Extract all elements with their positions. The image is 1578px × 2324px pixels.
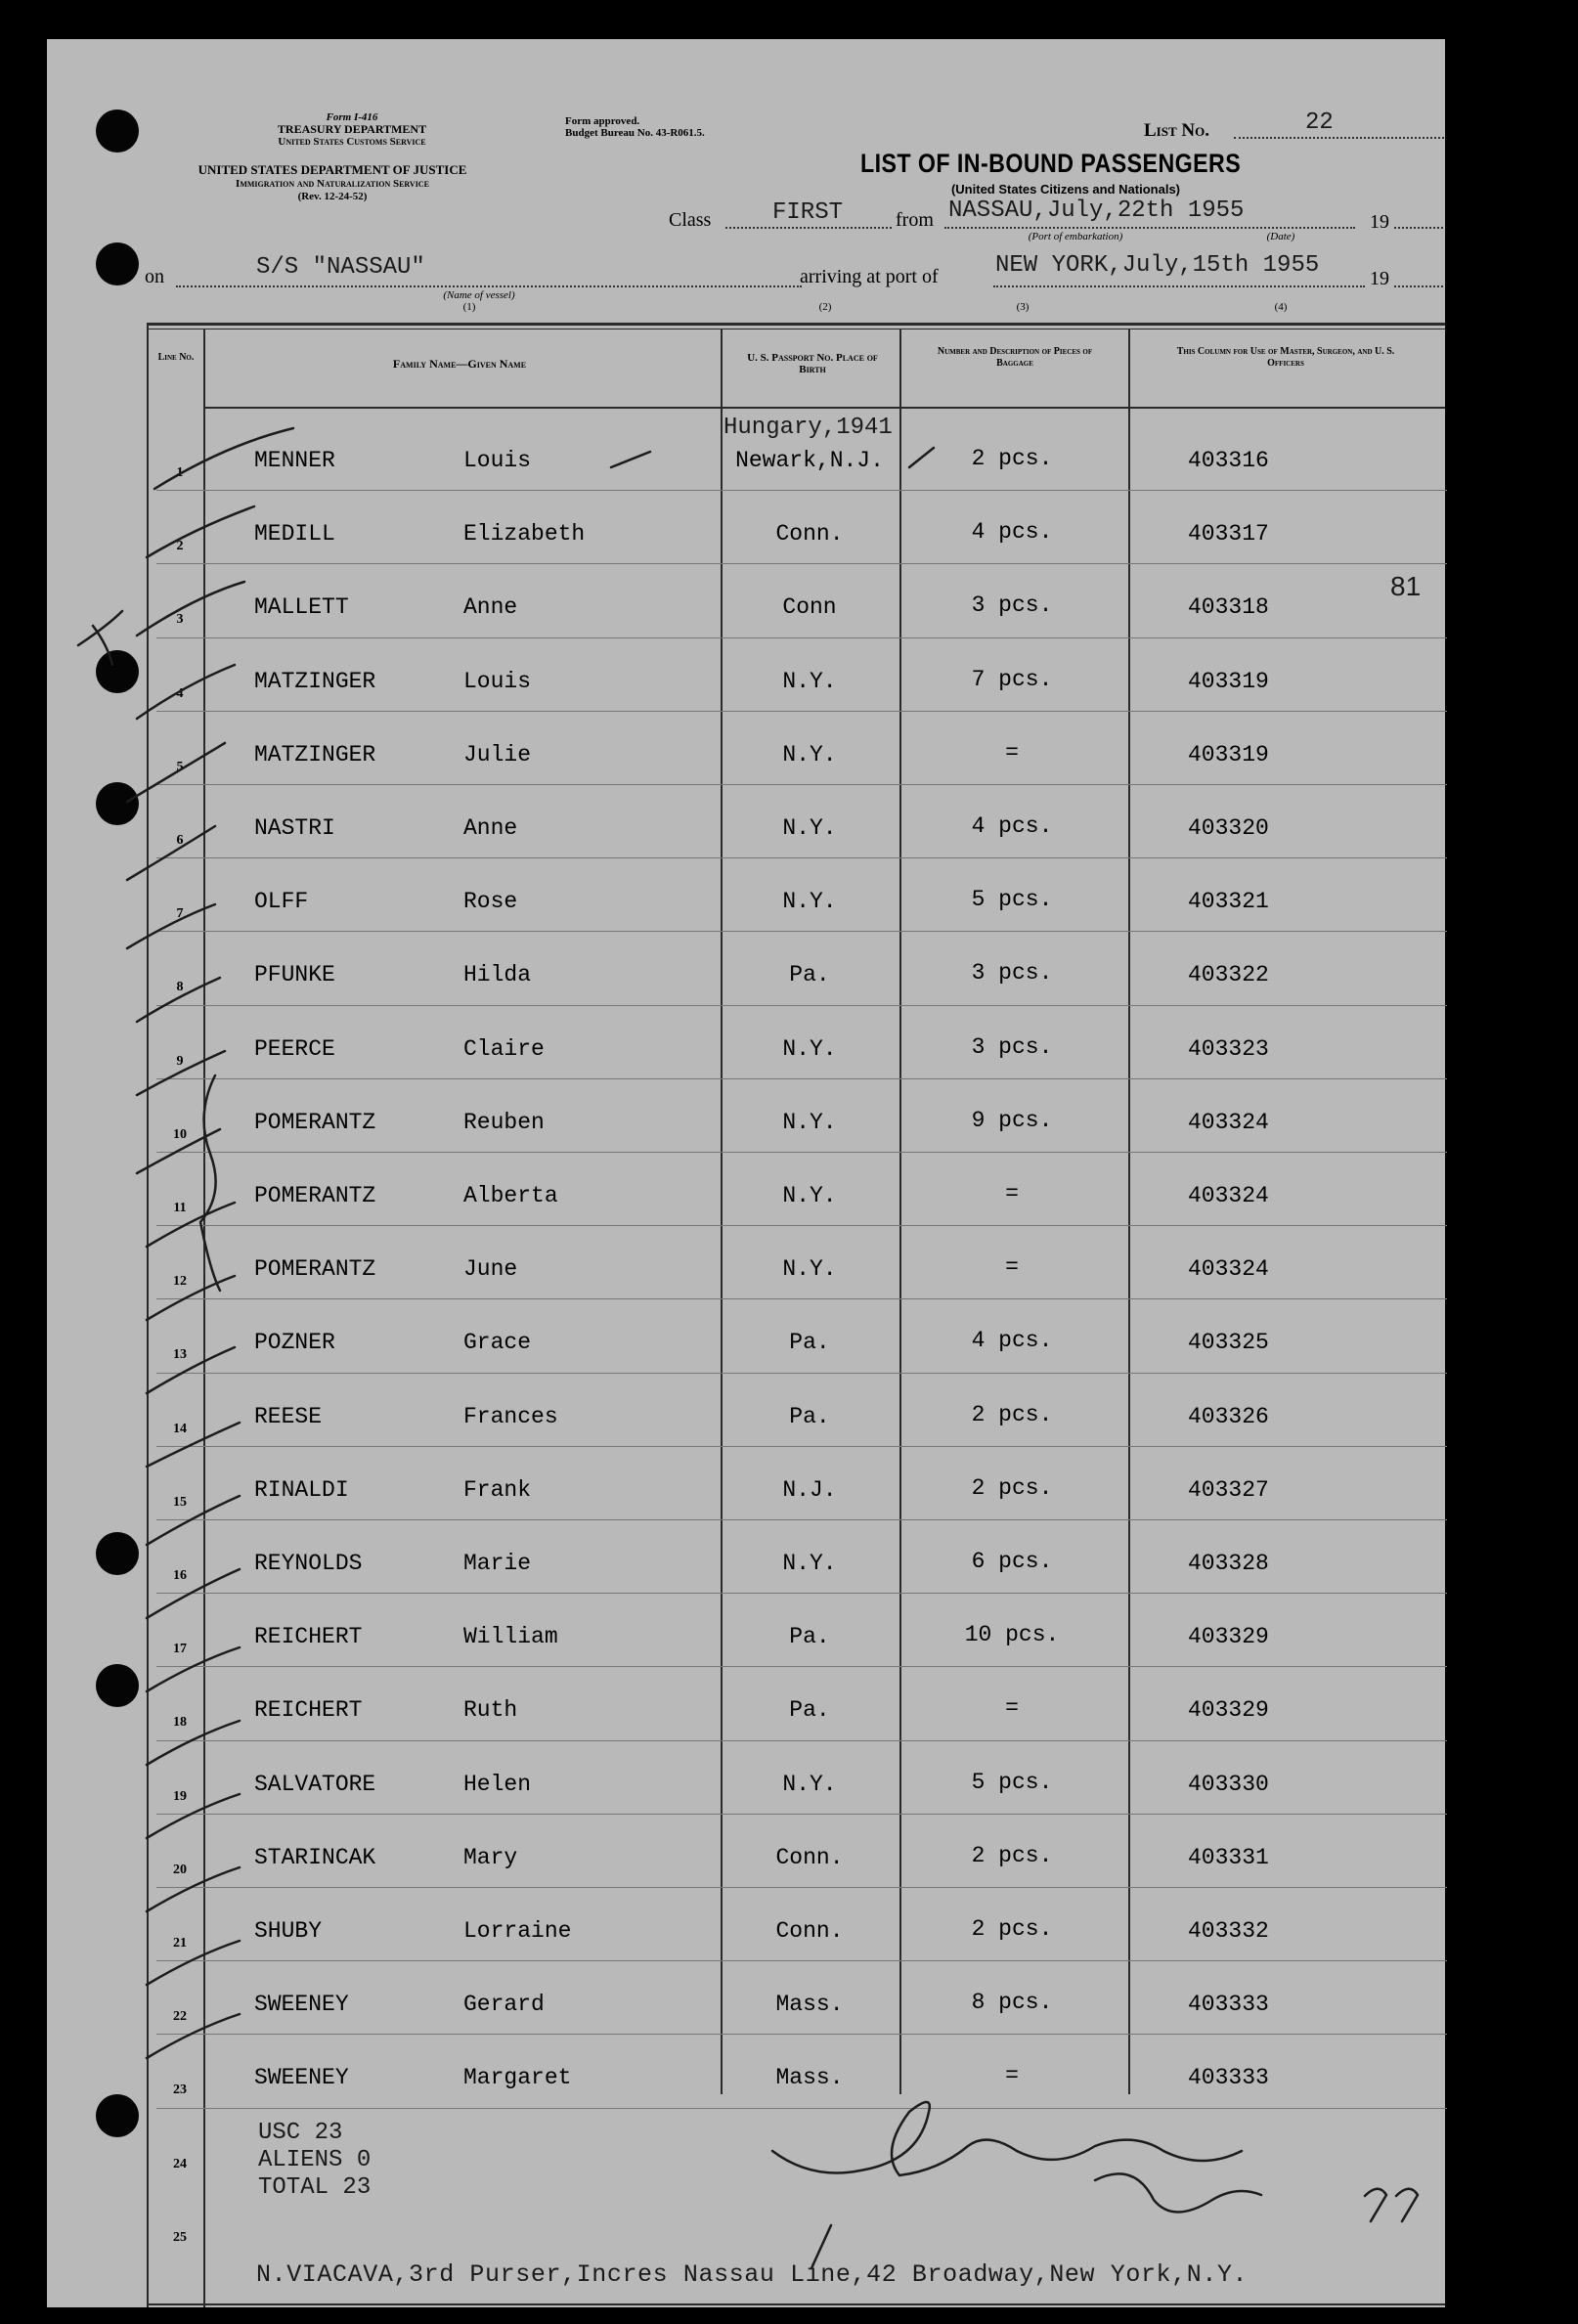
line-number: 18 xyxy=(173,1715,187,1731)
family-name: REICHERT xyxy=(254,1624,363,1650)
officer-number: 403328 xyxy=(1188,1551,1269,1576)
place-of-birth: N.Y. xyxy=(782,815,837,841)
check-mark xyxy=(127,826,215,880)
officer-number: 403330 xyxy=(1188,1771,1269,1797)
check-mark xyxy=(147,1496,240,1545)
given-name: William xyxy=(463,1624,558,1650)
family-name: REESE xyxy=(254,1403,323,1429)
given-name: Margaret xyxy=(463,2065,572,2091)
check-mark xyxy=(137,978,220,1022)
line-number: 16 xyxy=(173,1568,187,1583)
line-number: 15 xyxy=(173,1494,187,1510)
line-number: 24 xyxy=(173,2156,187,2171)
baggage: 2 pcs. xyxy=(971,1401,1053,1427)
given-name: Louis xyxy=(463,668,532,694)
total-count: TOTAL 23 xyxy=(258,2174,372,2201)
line-number: 17 xyxy=(173,1642,187,1657)
port-embarkation-caption: (Port of embarkation) xyxy=(1028,231,1123,242)
caption-1: (1) xyxy=(462,301,476,313)
baggage: 2 pcs. xyxy=(971,1916,1053,1942)
given-name: Reuben xyxy=(463,1109,545,1135)
given-name: Grace xyxy=(463,1330,532,1356)
family-name: STARINCAK xyxy=(254,1844,376,1870)
officer-number: 403317 xyxy=(1188,521,1269,548)
place-of-birth: N.Y. xyxy=(782,741,837,767)
col-header-name: Family Name—Given Name xyxy=(392,357,527,371)
place-of-birth: Conn. xyxy=(775,1918,844,1944)
officer-number: 403319 xyxy=(1188,741,1269,767)
signature-tail xyxy=(1095,2173,1261,2212)
family-name: PEERCE xyxy=(254,1035,335,1062)
baggage: 2 pcs. xyxy=(971,1474,1053,1501)
arriving-label: arriving at port of xyxy=(800,266,939,287)
baggage: 3 pcs. xyxy=(971,592,1053,619)
given-name: Ruth xyxy=(463,1697,518,1724)
tick-mark xyxy=(909,448,934,467)
officer-number: 403316 xyxy=(1188,448,1269,473)
line-number: 10 xyxy=(173,1126,187,1142)
from-label: from xyxy=(896,209,934,231)
place-of-birth: N.Y. xyxy=(782,1109,837,1135)
officer-number: 403321 xyxy=(1188,889,1269,915)
family-name: NASTRI xyxy=(254,815,335,841)
check-mark xyxy=(147,1569,240,1618)
place-of-birth: Conn. xyxy=(775,1844,844,1870)
col-header-passport: U. S. Passport No. Place of Birth xyxy=(747,352,878,375)
place-of-birth: Pa. xyxy=(789,1330,830,1356)
officer-number: 403325 xyxy=(1188,1330,1269,1356)
baggage: = xyxy=(1005,1695,1019,1722)
family-name: MATZINGER xyxy=(254,741,376,767)
family-name: OLFF xyxy=(254,889,309,915)
col-header-officers: This Column for Use of Master, Surgeon, and U. S. Officers xyxy=(1176,346,1395,369)
officer-number: 403332 xyxy=(1188,1918,1269,1944)
line-number: 4 xyxy=(176,685,184,701)
line-number: 25 xyxy=(173,2229,187,2245)
place-of-birth: N.J. xyxy=(782,1476,837,1503)
baggage: 2 pcs. xyxy=(971,1842,1053,1868)
given-name: Helen xyxy=(463,1771,532,1797)
list-no-value: 22 xyxy=(1305,110,1334,136)
check-mark xyxy=(154,428,293,489)
line-number: 23 xyxy=(173,2083,187,2098)
place-of-birth: Pa. xyxy=(789,962,830,988)
place-of-birth: N.Y. xyxy=(782,1551,837,1576)
officer-number: 403327 xyxy=(1188,1476,1269,1503)
baggage: 5 pcs. xyxy=(971,887,1053,913)
check-mark xyxy=(137,665,235,719)
place-of-birth: Pa. xyxy=(789,1697,830,1724)
total-aliens: ALIENS 0 xyxy=(258,2147,372,2173)
line-number: 7 xyxy=(176,906,184,922)
line-number: 1 xyxy=(176,465,184,480)
place-of-birth: Newark,N.J. xyxy=(735,448,884,473)
family-name: SWEENEY xyxy=(254,1992,349,2018)
page-subtitle: (United States Citizens and Nationals) xyxy=(950,182,1181,197)
signature xyxy=(772,2102,1242,2175)
line-number: 13 xyxy=(173,1347,187,1363)
place-of-birth: N.Y. xyxy=(782,1256,837,1283)
line-number: 21 xyxy=(173,1936,187,1951)
baggage: = xyxy=(1005,1254,1019,1281)
family-name: SALVATORE xyxy=(254,1771,376,1797)
baggage: 4 pcs. xyxy=(971,519,1053,546)
form-number: Form I-416 xyxy=(326,111,378,123)
check-mark xyxy=(147,1647,240,1691)
place-of-birth: Mass. xyxy=(775,2065,844,2091)
given-name: Rose xyxy=(463,889,518,915)
baggage: 8 pcs. xyxy=(971,1990,1053,2016)
place-of-birth: N.Y. xyxy=(782,1035,837,1062)
given-name: Marie xyxy=(463,1551,532,1576)
baggage: 3 pcs. xyxy=(971,960,1053,987)
baggage: = xyxy=(1005,1181,1019,1206)
place-of-birth: N.Y. xyxy=(782,1183,837,1208)
baggage: 2 pcs. xyxy=(971,446,1053,471)
budget-bureau: Budget Bureau No. 43-R061.5. xyxy=(565,127,705,139)
baggage: 7 pcs. xyxy=(971,666,1053,692)
col-header-line-no: Line No. xyxy=(157,352,195,363)
year-prefix: 19 xyxy=(1370,211,1389,233)
line-number: 11 xyxy=(173,1201,187,1215)
officer-number: 403323 xyxy=(1188,1035,1269,1062)
place-of-birth: Pa. xyxy=(789,1403,830,1429)
given-name: Hilda xyxy=(463,962,532,988)
justice-dept: UNITED STATES DEPARTMENT OF JUSTICE xyxy=(197,162,467,177)
check-mark xyxy=(147,506,254,557)
family-name: SWEENEY xyxy=(254,2065,349,2091)
check-mark xyxy=(147,1721,240,1765)
line-number: 9 xyxy=(176,1053,184,1069)
officer-number: 403326 xyxy=(1188,1403,1269,1429)
check-mark xyxy=(127,743,225,802)
line-number: 19 xyxy=(173,1788,187,1804)
family-name: POZNER xyxy=(254,1330,335,1356)
check-mark xyxy=(137,1051,225,1095)
officer-number: 403324 xyxy=(1188,1256,1269,1283)
baggage: 9 pcs. xyxy=(971,1107,1053,1133)
check-mark xyxy=(147,1794,240,1838)
given-name: Frances xyxy=(463,1403,558,1429)
check-mark xyxy=(137,1126,220,1173)
officer-number: 403333 xyxy=(1188,2065,1269,2091)
from-value: NASSAU,July,22th 1955 xyxy=(948,197,1245,224)
check-mark xyxy=(147,1347,235,1393)
tick-mark xyxy=(611,452,650,467)
given-name: Louis xyxy=(463,448,532,473)
officer-number: 403331 xyxy=(1188,1844,1269,1870)
family-name: MALLETT xyxy=(254,594,349,621)
given-name: Alberta xyxy=(463,1183,558,1208)
check-mark xyxy=(147,1423,240,1467)
arriving-value: NEW YORK,July,15th 1955 xyxy=(995,252,1320,279)
given-name: Julie xyxy=(463,741,532,767)
place-of-birth: N.Y. xyxy=(782,889,837,915)
corner-mark xyxy=(1365,2189,1418,2221)
baggage: 10 pcs. xyxy=(964,1622,1060,1648)
baggage: 5 pcs. xyxy=(971,1769,1053,1795)
given-name: Mary xyxy=(463,1844,518,1870)
on-label: on xyxy=(145,266,164,287)
signature-stroke xyxy=(811,2225,831,2268)
place-of-birth: N.Y. xyxy=(782,1771,837,1797)
check-mark xyxy=(147,1867,240,1911)
treasury-dept: TREASURY DEPARTMENT xyxy=(277,122,427,136)
line-number: 12 xyxy=(173,1274,187,1290)
cross-mark xyxy=(78,611,122,665)
given-name: Anne xyxy=(463,594,518,621)
check-mark xyxy=(137,582,244,636)
family-name: REYNOLDS xyxy=(254,1551,363,1576)
given-name: Claire xyxy=(463,1035,545,1062)
place-of-birth: Pa. xyxy=(789,1624,830,1650)
place-of-birth: Conn. xyxy=(775,521,844,548)
line-number: 3 xyxy=(176,612,184,628)
check-mark xyxy=(147,1941,240,1985)
officer-number: 403320 xyxy=(1188,815,1269,841)
class-value: FIRST xyxy=(772,199,844,226)
baggage: 3 pcs. xyxy=(971,1033,1053,1060)
given-name: Lorraine xyxy=(463,1918,572,1944)
officer-number: 403333 xyxy=(1188,1992,1269,2018)
family-name: SHUBY xyxy=(254,1918,323,1944)
officer-number: 403324 xyxy=(1188,1183,1269,1208)
baggage: = xyxy=(1005,739,1019,766)
class-label: Class xyxy=(669,209,712,231)
given-name: Gerard xyxy=(463,1992,545,2018)
family-name: MEDILL xyxy=(254,521,335,548)
family-name: POMERANTZ xyxy=(254,1109,376,1135)
purser-footer: N.VIACAVA,3rd Purser,Incres Nassau Line,42 Broadway,New York,N.Y. xyxy=(256,2260,1249,2289)
family-name: MATZINGER xyxy=(254,668,376,694)
caption-4: (4) xyxy=(1274,301,1288,313)
baggage: = xyxy=(1005,2063,1019,2089)
place-of-birth: Mass. xyxy=(775,1992,844,2018)
line-number: 5 xyxy=(176,759,184,774)
total-usc: USC 23 xyxy=(258,2120,343,2146)
caption-2: (2) xyxy=(818,301,832,313)
caption-3: (3) xyxy=(1016,301,1030,313)
baggage: 4 pcs. xyxy=(971,813,1053,839)
officer-number: 403319 xyxy=(1188,668,1269,694)
baggage: 6 pcs. xyxy=(971,1549,1053,1574)
margin-note: 81 xyxy=(1390,571,1422,601)
family-name: MENNER xyxy=(254,448,335,473)
line-number: 6 xyxy=(176,833,184,848)
form-approved: Form approved. xyxy=(565,115,640,127)
check-mark xyxy=(147,2014,240,2058)
officer-number: 403329 xyxy=(1188,1697,1269,1724)
list-no-label: List No. xyxy=(1144,120,1209,141)
line-number: 2 xyxy=(176,539,184,554)
line-number: 14 xyxy=(173,1421,187,1436)
place-of-birth: Conn xyxy=(782,594,837,621)
year-prefix-2: 19 xyxy=(1370,268,1389,289)
vessel-caption: (Name of vessel) xyxy=(443,289,515,301)
officer-number: 403324 xyxy=(1188,1109,1269,1135)
family-name: REICHERT xyxy=(254,1697,363,1724)
family-name: POMERANTZ xyxy=(254,1183,376,1208)
given-name: Anne xyxy=(463,815,518,841)
given-name: Frank xyxy=(463,1476,532,1503)
check-mark xyxy=(147,1203,235,1247)
officer-number: 403322 xyxy=(1188,962,1269,988)
place-of-birth: N.Y. xyxy=(782,668,837,694)
officer-number: 403329 xyxy=(1188,1624,1269,1650)
line-number: 8 xyxy=(176,980,184,995)
line-number: 20 xyxy=(173,1862,187,1877)
date-caption: (Date) xyxy=(1266,231,1295,242)
bracket-mark xyxy=(200,1075,220,1291)
revision: (Rev. 12-24-52) xyxy=(297,191,368,202)
baggage: 4 pcs. xyxy=(971,1328,1053,1354)
officer-number: 403318 xyxy=(1188,594,1269,621)
col-header-baggage: Number and Description of Pieces of Baggage xyxy=(937,346,1093,369)
family-name: RINALDI xyxy=(254,1476,349,1503)
given-name: Elizabeth xyxy=(463,521,586,548)
family-name: PFUNKE xyxy=(254,962,335,988)
hungary-note: Hungary,1941 xyxy=(723,415,893,441)
check-mark xyxy=(147,1276,235,1320)
page-title: LIST OF IN-BOUND PASSENGERS xyxy=(860,149,1242,178)
check-mark xyxy=(127,904,215,948)
customs-service: United States Customs Service xyxy=(278,136,426,148)
family-name: POMERANTZ xyxy=(254,1256,376,1283)
given-name: June xyxy=(463,1256,518,1283)
line-number: 22 xyxy=(173,2009,187,2025)
ins-service: Immigration and Naturalization Service xyxy=(236,178,429,190)
vessel-value: S/S "NASSAU" xyxy=(256,254,425,281)
